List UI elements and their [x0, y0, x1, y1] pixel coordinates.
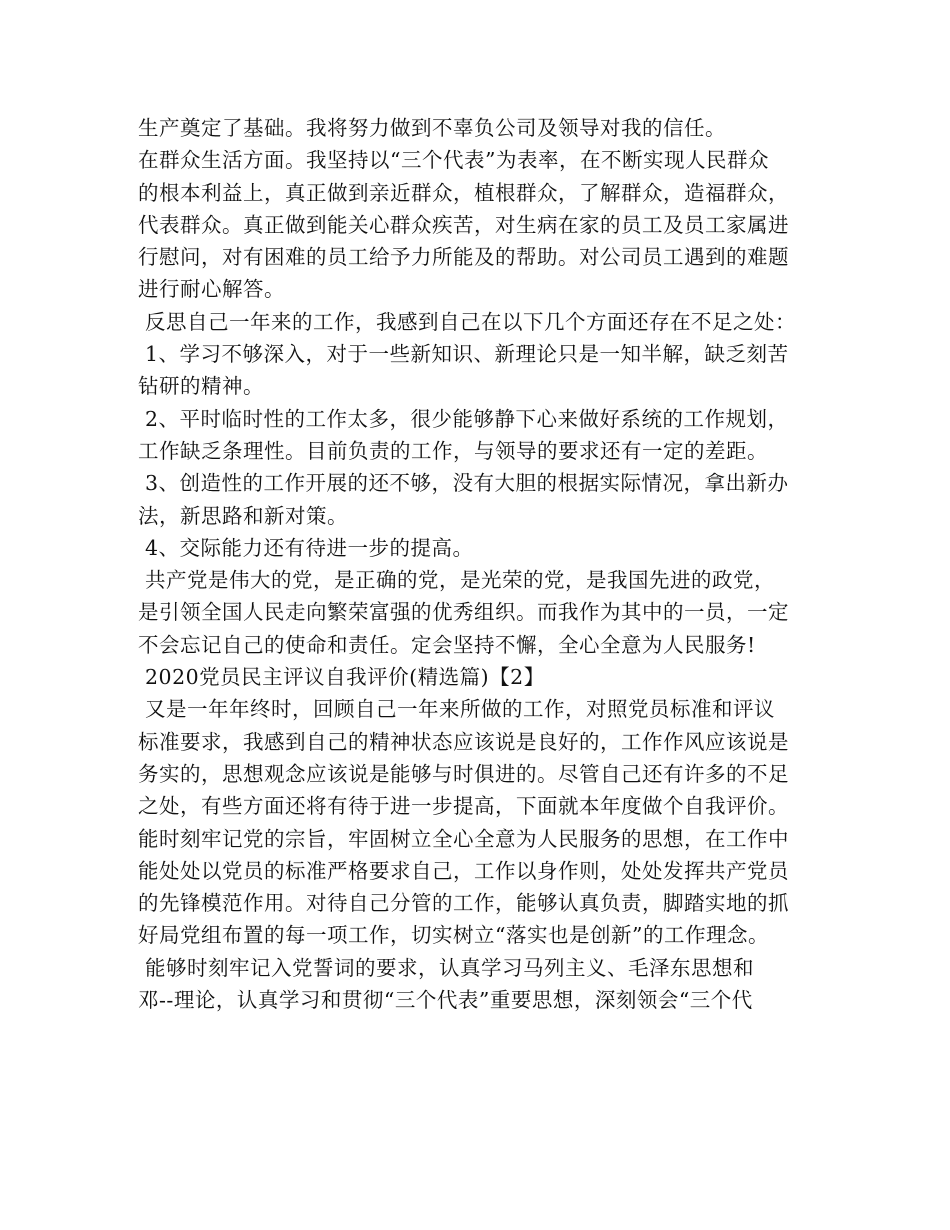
text-line: 1、学习不够深入，对于一些新知识、新理论只是一知半解，缺乏刻苦 [138, 342, 789, 367]
text-line: 进行耐心解答。 [138, 277, 285, 302]
text-line: 之处，有些方面还将有待于进一步提高，下面就本年度做个自我评价。 [138, 794, 789, 819]
text-line: 共产党是伟大的党，是正确的党，是光荣的党，是我国先进的政党， [138, 568, 776, 593]
text-line: 好局党组布置的每一项工作，切实树立“落实也是创新”的工作理念。 [138, 923, 769, 948]
text-line: 在群众生活方面。我坚持以“三个代表”为表率，在不断实现人民群众 [138, 148, 769, 173]
text-line: 的先锋模范作用。对待自己分管的工作，能够认真负责，脚踏实地的抓 [138, 891, 789, 916]
text-line: 标准要求，我感到自己的精神状态应该说是良好的，工作作风应该说是 [138, 729, 789, 754]
text-line: 能处处以党员的标准严格要求自己，工作以身作则，处处发挥共产党员 [138, 858, 789, 883]
text-line: 能够时刻牢记入党誓词的要求，认真学习马列主义、毛泽东思想和 [138, 955, 755, 980]
document-body [138, 112, 818, 1016]
text-line: 反思自己一年来的工作，我感到自己在以下几个方面还存在不足之处： [138, 309, 797, 334]
text-line: 4、交际能力还有待进一步的提高。 [138, 535, 474, 560]
text-line: 是引领全国人民走向繁荣富强的优秀组织。而我作为其中的一员，一定 [138, 600, 789, 625]
text-line: 行慰问，对有困难的员工给予力所能及的帮助。对公司员工遇到的难题 [138, 245, 789, 270]
text-line: 代表群众。真正做到能关心群众疾苦，对生病在家的员工及员工家属进 [138, 212, 789, 237]
text-line: 又是一年年终时，回顾自己一年来所做的工作，对照党员标准和评议 [138, 697, 776, 722]
text-line: 工作缺乏条理性。目前负责的工作，与领导的要求还有一定的差距。 [138, 438, 768, 463]
text-line: 生产奠定了基础。我将努力做到不辜负公司及领导对我的信任。 [138, 116, 726, 140]
text-line: 法，新思路和新对策。 [138, 503, 348, 528]
section-heading: 2020党员民主评议自我评价(精选篇)【2】 [138, 665, 545, 690]
text-line: 务实的，思想观念应该说是能够与时俱进的。尽管自己还有许多的不足 [138, 761, 789, 786]
text-line: 不会忘记自己的使命和责任。定会坚持不懈，全心全意为人民服务! [138, 632, 756, 657]
text-line: 能时刻牢记党的宗旨，牢固树立全心全意为人民服务的思想，在工作中 [138, 826, 789, 851]
text-line: 3、创造性的工作开展的还不够，没有大胆的根据实际情况，拿出新办 [138, 471, 789, 496]
text-line: 的根本利益上，真正做到亲近群众，植根群众，了解群众，造福群众， [138, 180, 789, 205]
text-line: 钻研的精神。 [138, 374, 264, 399]
text-line: 2、平时临时性的工作太多，很少能够静下心来做好系统的工作规划， [138, 406, 789, 431]
text-line: 邓--理论，认真学习和贯彻“三个代表”重要思想，深刻领会“三个代 [138, 988, 753, 1013]
